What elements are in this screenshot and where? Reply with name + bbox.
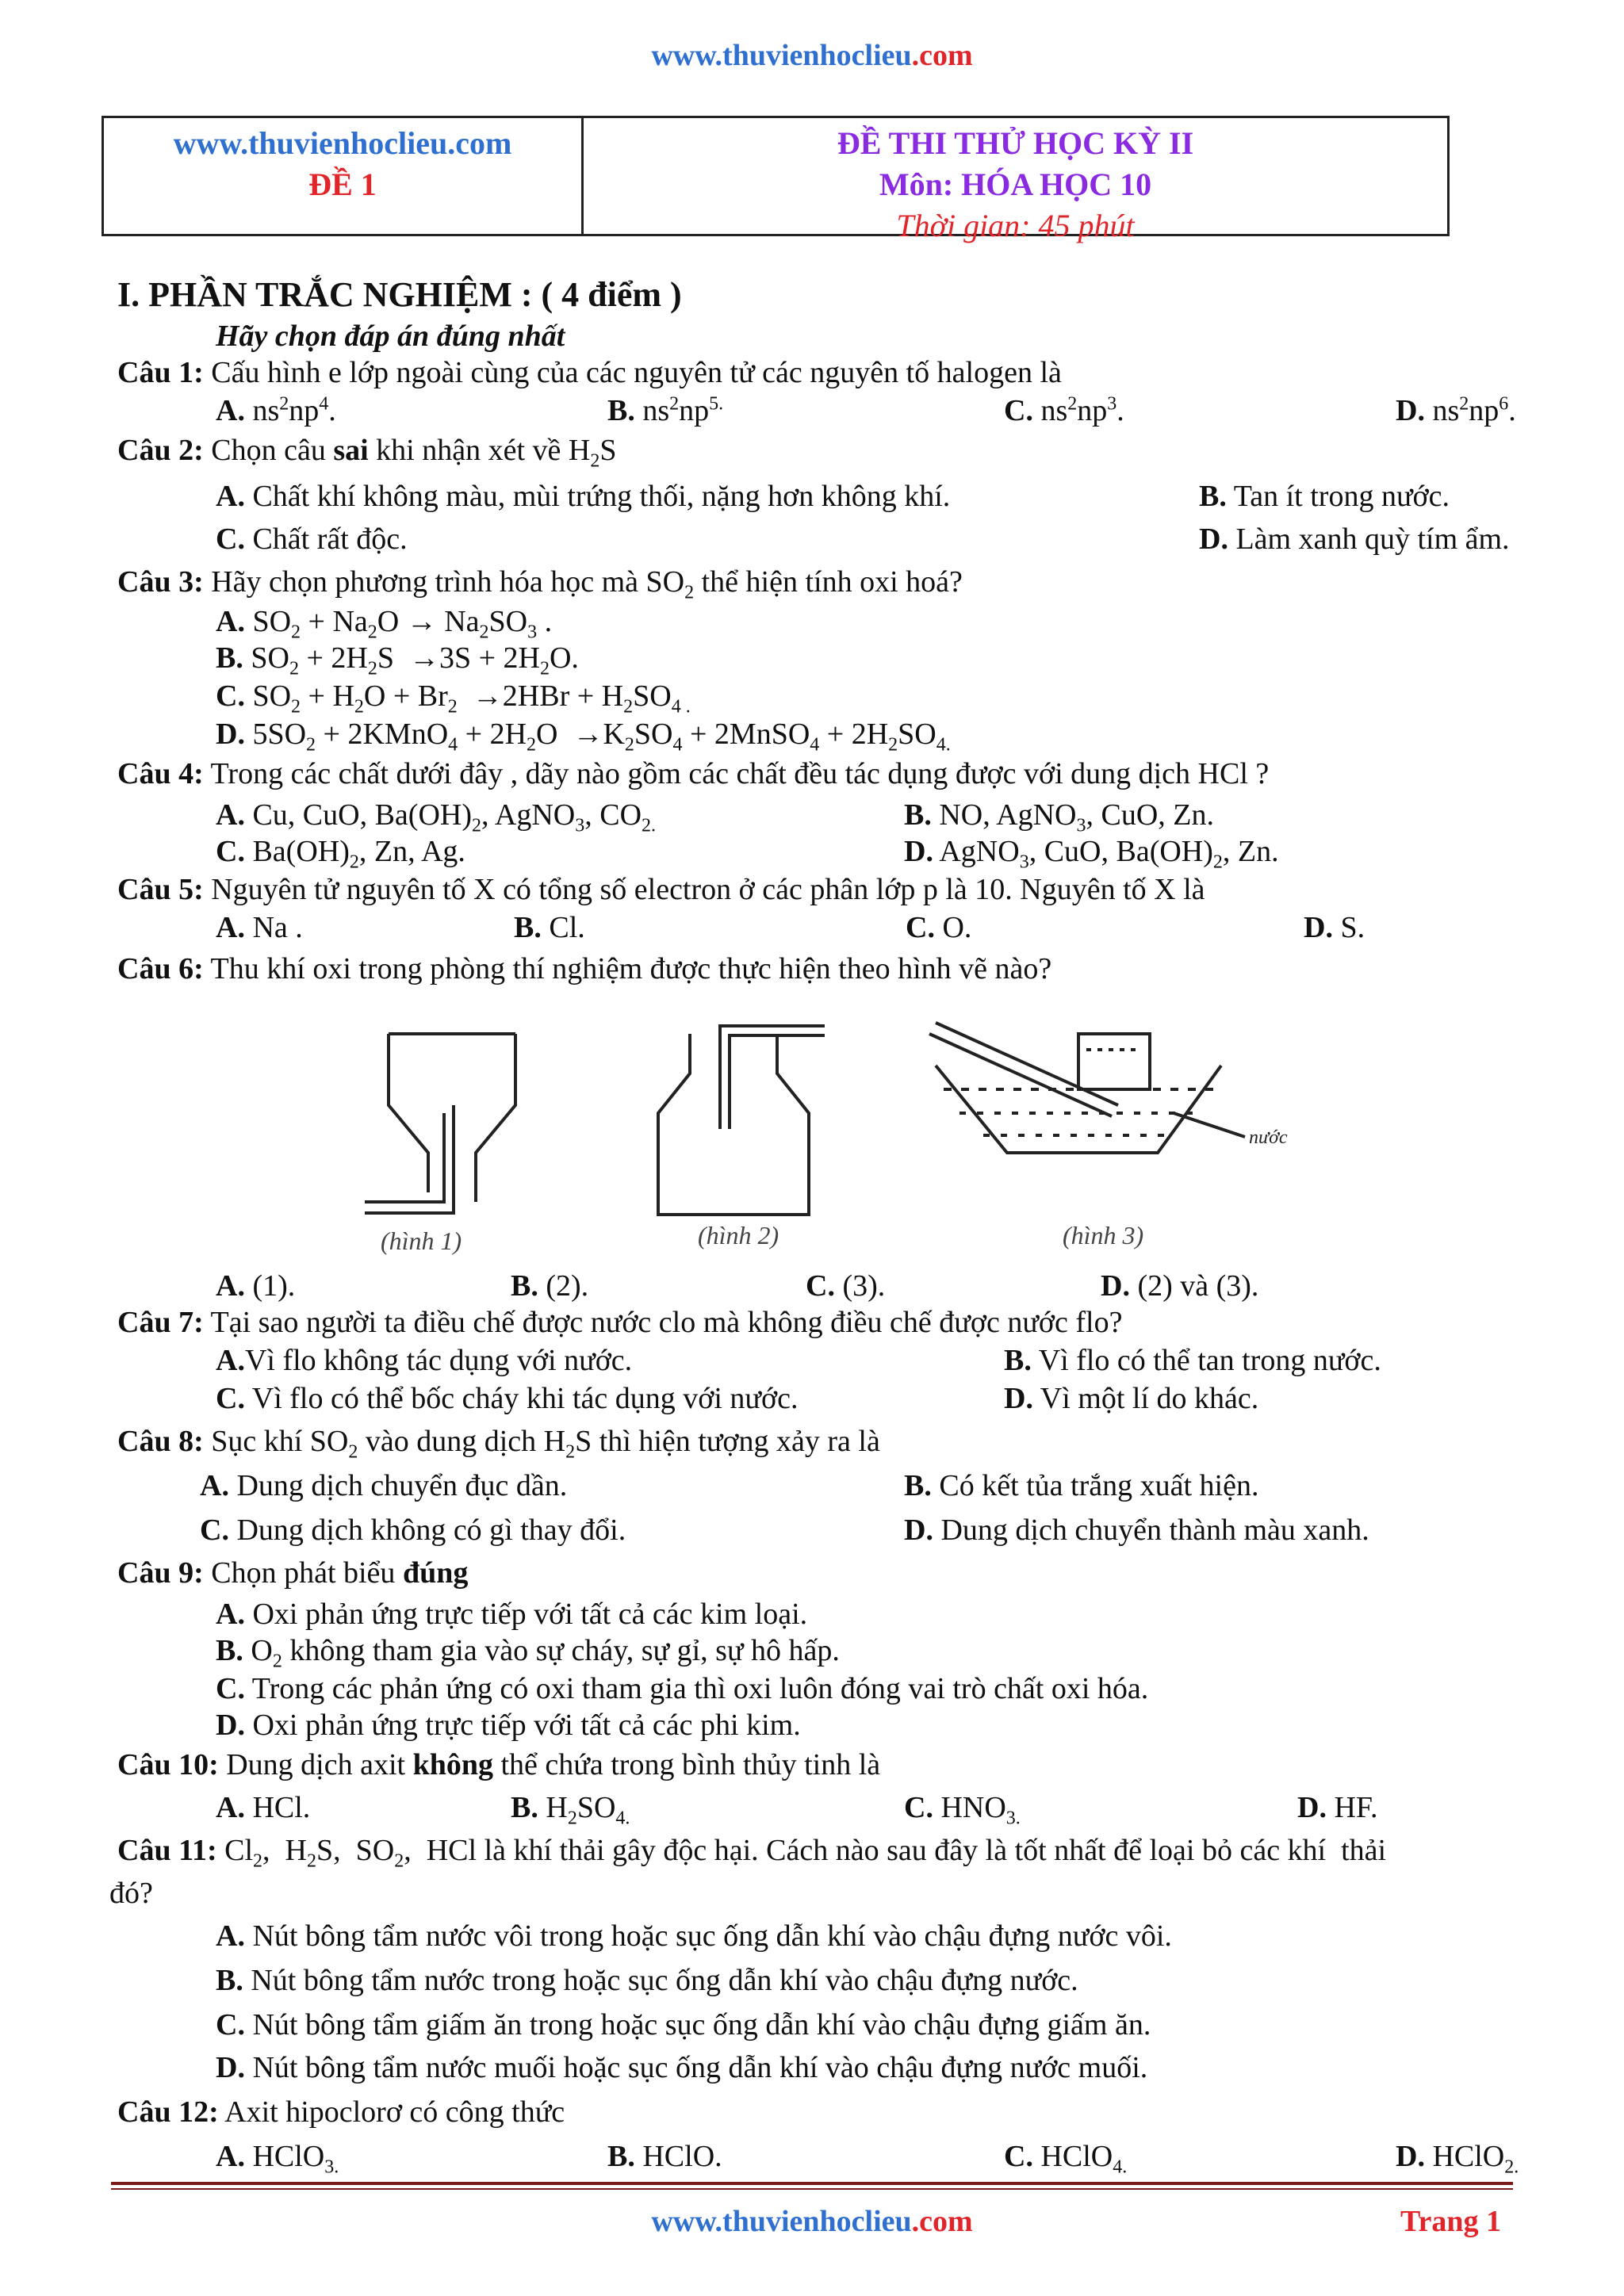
question-1: Câu 1: Cấu hình e lớp ngoài cùng của các nguyên tử các nguyên tố halogen là bbox=[117, 356, 1062, 389]
q5-option-c: C. O. bbox=[906, 911, 972, 944]
q1-option-c: C. $ns^2np^3$. bbox=[1004, 393, 1124, 427]
q8-option-d: D. Dung dịch chuyển thành màu xanh. bbox=[904, 1513, 1369, 1547]
q12-option-d: D. HClO$_{2.}$ bbox=[1396, 2140, 1519, 2178]
q2-option-d: D. Làm xanh quỳ tím ẩm. bbox=[1199, 522, 1510, 556]
q8-option-a: A. Dung dịch chuyển đục dần. bbox=[200, 1469, 568, 1502]
question-9: Câu 9: Chọn phát biểu đúng bbox=[117, 1556, 469, 1590]
site-tld: .com bbox=[911, 39, 973, 72]
footer-rule bbox=[111, 2182, 1513, 2185]
q6-option-c: C. (3). bbox=[806, 1269, 886, 1303]
q3-option-b: B. $SO_2 + 2H_2S \to 3S + 2H_2O$. bbox=[216, 641, 579, 679]
q6-option-d: D. (2) và (3). bbox=[1101, 1269, 1259, 1303]
exam-title: ĐỀ THI THỬ HỌC KỲ II bbox=[837, 125, 1194, 161]
figure-1-drawing bbox=[365, 1034, 515, 1213]
footer-site-link[interactable]: www.thuvienhoclieu.com bbox=[651, 2205, 973, 2238]
exam-time: Thời gian: 45 phút bbox=[896, 208, 1135, 243]
q5-option-a: A. Na . bbox=[216, 911, 303, 944]
q11-option-a: A. Nút bông tẩm nước vôi trong hoặc sục ống dẫn khí vào chậu đựng nước vôi. bbox=[216, 1919, 1172, 1953]
question-5: Câu 5: Nguyên tử nguyên tố X có tổng số electron ở các phân lớp p là 10. Nguyên tố X là bbox=[117, 873, 1205, 906]
q10-option-a: A. HCl. bbox=[216, 1791, 311, 1824]
site-name: www.thuvienhoclieu bbox=[651, 39, 912, 72]
q8-option-b: B. Có kết tủa trắng xuất hiện. bbox=[904, 1469, 1259, 1502]
q10-option-d: D. HF. bbox=[1297, 1791, 1378, 1824]
q9-option-d: D. Oxi phản ứng trực tiếp với tất cả các phi kim. bbox=[216, 1709, 801, 1742]
footer-rule-thin bbox=[111, 2188, 1513, 2190]
question-11: Câu 11: $Cl_2$, $H_2S$, $SO_2$, HCl là khí thải gây độc hại. Cách nào sau đây là tốt nhất để loại bỏ các khí thải bbox=[117, 1834, 1387, 1872]
question-3: Câu 3: Hãy chọn phương trình hóa học mà $SO_2$ thể hiện tính oxi hoá? bbox=[117, 565, 963, 603]
q1-option-b: B. $ns^2np^{5.}$ bbox=[607, 393, 724, 427]
q2-option-b: B. Tan ít trong nước. bbox=[1199, 480, 1450, 513]
question-6: Câu 6: Thu khí oxi trong phòng thí nghiệm được thực hiện theo hình vẽ nào? bbox=[117, 952, 1052, 985]
q9-option-b: B. $O_2$ không tham gia vào sự cháy, sự gỉ, sự hô hấp. bbox=[216, 1634, 840, 1672]
q7-option-c: C. Vì flo có thể bốc cháy khi tác dụng với nước. bbox=[216, 1382, 799, 1415]
q10-option-c: C. $HNO_{3.}$ bbox=[904, 1791, 1021, 1829]
q2-option-a: A. Chất khí không màu, mùi trứng thối, nặng hơn không khí. bbox=[216, 480, 951, 513]
q12-option-a: A. HClO$_{3.}$ bbox=[216, 2140, 339, 2178]
exam-header-table bbox=[102, 116, 1450, 243]
figure-3-caption: (hình 3) bbox=[1063, 1221, 1144, 1249]
q4-option-a: A. Cu, CuO, $Ba(OH)_2$, AgNO$_3$, $CO_{2.}$ bbox=[216, 798, 657, 836]
q8-option-c: C. Dung dịch không có gì thay đổi. bbox=[200, 1513, 626, 1547]
page-number: Trang 1 bbox=[1400, 2205, 1502, 2238]
q12-option-b: B. HClO. bbox=[607, 2140, 722, 2173]
q11-option-c: C. Nút bông tẩm giấm ăn trong hoặc sục ống dẫn khí vào chậu đựng giấm ăn. bbox=[216, 2008, 1151, 2042]
header-site: www.thuvienhoclieu.com bbox=[173, 125, 512, 161]
figure-2-drawing bbox=[658, 1026, 825, 1215]
question-11-cont: đó? bbox=[109, 1877, 153, 1910]
q10-option-b: B. $H_2SO_{4.}$ bbox=[511, 1791, 630, 1829]
q12-option-c: C. HClO$_{4.}$ bbox=[1004, 2140, 1128, 2178]
header-right-cell bbox=[584, 118, 1447, 243]
q11-option-b: B. Nút bông tẩm nước trong hoặc sục ống dẫn khí vào chậu đựng nước. bbox=[216, 1964, 1078, 1997]
oxygen-collection-figure bbox=[333, 1018, 1316, 1256]
section-instruction: Hãy chọn đáp án đúng nhất bbox=[216, 320, 565, 353]
q7-option-b: B. Vì flo có thể tan trong nước. bbox=[1004, 1344, 1381, 1377]
question-2: Câu 2: Chọn câu sai khi nhận xét về $H_2S$ bbox=[117, 434, 617, 472]
question-7: Câu 7: Tại sao người ta điều chế được nước clo mà không điều chế được nước flo? bbox=[117, 1306, 1123, 1339]
q3-option-d: D. $5SO_2$ + 2KMnO$_4$ + $2H_2O \to K_2SO_4$ + 2MnSO$_4$ + $2H_2SO_{4.}$ bbox=[216, 718, 951, 756]
q9-option-a: A. Oxi phản ứng trực tiếp với tất cả các kim loại. bbox=[216, 1598, 808, 1631]
question-8: Câu 8: Sục khí $SO_2$ vào dung dịch $H_2S$ thì hiện tượng xảy ra là bbox=[117, 1425, 880, 1463]
exam-code: ĐỀ 1 bbox=[308, 166, 377, 202]
water-label: nước bbox=[1249, 1127, 1288, 1148]
exam-subject: Môn: HÓA HỌC 10 bbox=[879, 166, 1152, 202]
q3-option-a: A. $SO_2 + Na_2O \to Na_2SO_3$ . bbox=[216, 605, 553, 643]
q7-option-a: A.Vì flo không tác dụng với nước. bbox=[216, 1344, 633, 1377]
top-site-link[interactable] bbox=[0, 38, 1624, 73]
figure-2-caption: (hình 2) bbox=[698, 1221, 779, 1249]
q2-option-c: C. Chất rất độc. bbox=[216, 522, 408, 556]
question-4: Câu 4: Trong các chất dưới đây , dãy nào gồm các chất đều tác dụng được với dung dịch HCl ? bbox=[117, 757, 1270, 790]
figure-3-drawing bbox=[929, 1023, 1245, 1153]
q1-option-d: D. $ns^2np^6$. bbox=[1396, 393, 1516, 427]
q4-option-d: D. AgNO$_3$, CuO, $Ba(OH)_2$, Zn. bbox=[904, 835, 1279, 873]
q9-option-c: C. Trong các phản ứng có oxi tham gia thì oxi luôn đóng vai trò chất oxi hóa. bbox=[216, 1672, 1149, 1705]
q4-option-b: B. NO, AgNO$_3$, CuO, Zn. bbox=[904, 798, 1214, 836]
question-10: Câu 10: Dung dịch axit không thể chứa trong bình thủy tinh là bbox=[117, 1748, 881, 1781]
q11-option-d: D. Nút bông tẩm nước muối hoặc sục ống dẫn khí vào chậu đựng nước muối. bbox=[216, 2051, 1148, 2084]
q6-option-a: A. (1). bbox=[216, 1269, 296, 1303]
section-title: I. PHẦN TRẮC NGHIỆM : ( 4 điểm ) bbox=[117, 275, 682, 314]
q4-option-c: C. $Ba(OH)_2$, Zn, Ag. bbox=[216, 835, 465, 873]
q5-option-b: B. Cl. bbox=[514, 911, 585, 944]
q5-option-d: D. S. bbox=[1304, 911, 1365, 944]
q3-option-c: C. $SO_2 + H_2O + Br_2 \to 2HBr + H_2SO_{4 .}$ bbox=[216, 679, 691, 718]
q6-option-b: B. (2). bbox=[511, 1269, 589, 1303]
header-left-cell bbox=[104, 118, 584, 234]
figure-1-caption: (hình 1) bbox=[381, 1226, 462, 1255]
question-12: Câu 12: Axit hipoclorơ có công thức bbox=[117, 2095, 565, 2129]
q7-option-d: D. Vì một lí do khác. bbox=[1004, 1382, 1259, 1415]
q1-option-a: A. $ns^2np^4$. bbox=[216, 393, 336, 427]
